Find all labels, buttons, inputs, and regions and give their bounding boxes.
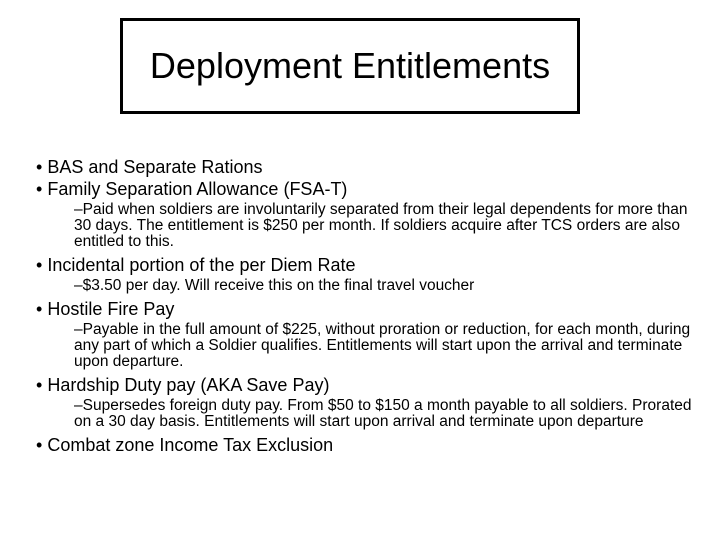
bullet-item-bas [36, 156, 706, 178]
bullet-icon: • [36, 157, 43, 177]
bullet-icon: • [36, 179, 43, 199]
sub-item-per-diem: –$3.50 per day. Will receive this on the final travel voucher [74, 277, 475, 294]
bullet-icon: • [36, 375, 43, 395]
bullet-icon: • [36, 435, 43, 455]
bullet-text: BAS and Separate Rations [47, 157, 263, 177]
bullet-item-hardship [36, 374, 706, 396]
bullet-list [36, 156, 706, 456]
title-box [120, 18, 580, 114]
bullet-text: Hostile Fire Pay [47, 299, 175, 319]
bullet-item-combat-zone [36, 434, 706, 456]
bullet-item-hostile-fire [36, 298, 706, 320]
sub-item-hardship: –Supersedes foreign duty pay. From $50 to $150 a month payable to all soldiers. Prorated on a 30 day basis. Entitlements will start upon arrival and terminate upon departure [74, 397, 692, 430]
bullet-text: Incidental portion of the per Diem Rate [47, 255, 356, 275]
bullet-text: Hardship Duty pay (AKA Save Pay) [47, 375, 330, 395]
bullet-text: Family Separation Allowance (FSA-T) [47, 179, 348, 199]
bullet-icon: • [36, 255, 43, 275]
page-title: Deployment Entitlements [149, 45, 551, 86]
bullet-item-per-diem [36, 254, 706, 276]
bullet-text: Combat zone Income Tax Exclusion [47, 435, 334, 455]
sub-item-hostile-fire: –Payable in the full amount of $225, without proration or reduction, for each month, during any part of which a Soldier qualifies. Entitlements will start upon the arrival and terminate upon departure. [74, 321, 691, 370]
sub-item-fsa: –Paid when soldiers are involuntarily separated from their legal dependents for more than 30 days. The entitlement is $250 per month. If soldiers acquire after TCS orders are also entitled to this. [74, 201, 688, 250]
bullet-item-fsa [36, 178, 706, 200]
bullet-icon: • [36, 299, 43, 319]
